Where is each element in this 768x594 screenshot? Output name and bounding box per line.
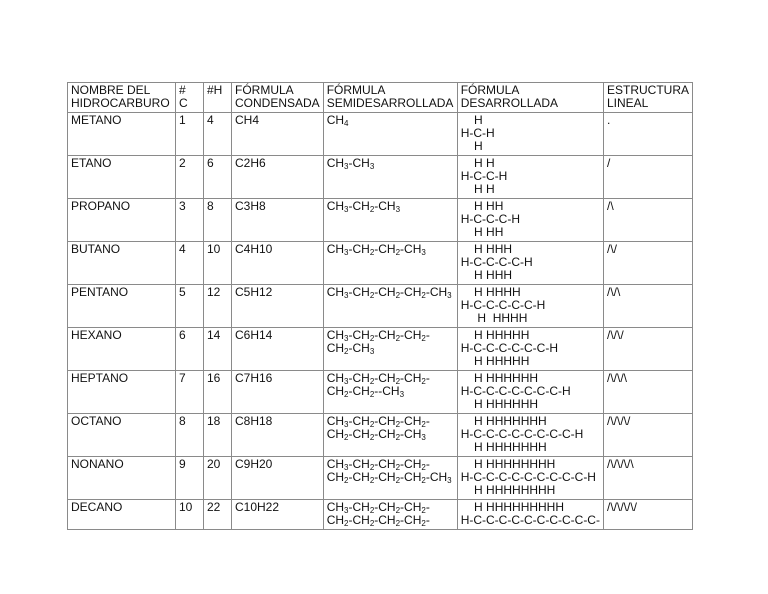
header-row [68,83,693,113]
cell-condensed: C3H8 [232,199,324,242]
header-linear: ESTRUCTURA LINEAL [603,83,692,113]
cell-hydrogens: 16 [204,371,232,414]
cell-name: METANO [68,113,176,156]
table-row [68,457,693,500]
header-name: NOMBRE DEL HIDROCARBURO [68,83,176,113]
cell-name: PENTANO [68,285,176,328]
cell-hydrogens: 18 [204,414,232,457]
cell-name: NONANO [68,457,176,500]
table-row [68,500,693,530]
header-hydrogens: #H [204,83,232,113]
cell-carbons: 5 [176,285,204,328]
cell-developed: H HHHHHH H-C-C-C-C-C-C-C-H H HHHHHH [457,371,603,414]
cell-linear: /\/\/\/\/ [603,500,692,530]
cell-condensed: C10H22 [232,500,324,530]
cell-name: HEPTANO [68,371,176,414]
cell-condensed: CH4 [232,113,324,156]
cell-carbons: 9 [176,457,204,500]
table-row [68,328,693,371]
header-carbons: # C [176,83,204,113]
cell-hydrogens: 20 [204,457,232,500]
cell-name: ETANO [68,156,176,199]
cell-carbons: 6 [176,328,204,371]
cell-carbons: 10 [176,500,204,530]
cell-name: DECANO [68,500,176,530]
cell-developed: H HHHH H-C-C-C-C-C-H H HHHH [457,285,603,328]
table-row [68,156,693,199]
cell-hydrogens: 22 [204,500,232,530]
cell-name: OCTANO [68,414,176,457]
header-developed: FÓRMULA DESARROLLADA [457,83,603,113]
cell-linear: /\/\/ [603,328,692,371]
cell-linear: /\/\ [603,285,692,328]
hydrocarbon-table [67,82,693,530]
cell-linear: . [603,113,692,156]
cell-developed: H HHHHHHH H-C-C-C-C-C-C-C-C-H H HHHHHHH [457,414,603,457]
cell-carbons: 7 [176,371,204,414]
cell-semi: $CH_3-CH_2-CH_2-CH_3$ [323,242,457,285]
cell-hydrogens: 14 [204,328,232,371]
cell-semi: $CH_4$ [323,113,457,156]
cell-carbons: 8 [176,414,204,457]
cell-hydrogens: 12 [204,285,232,328]
cell-semi: $CH_3-CH_2-CH_3$ [323,199,457,242]
cell-semi: $CH_3-CH_3$ [323,156,457,199]
cell-condensed: C9H20 [232,457,324,500]
table-row [68,371,693,414]
table-row [68,113,693,156]
table-row [68,414,693,457]
cell-developed: H HHH H-C-C-C-C-H H HHH [457,242,603,285]
cell-condensed: C5H12 [232,285,324,328]
cell-developed: H HH H-C-C-C-H H HH [457,199,603,242]
cell-condensed: C6H14 [232,328,324,371]
cell-developed: H HHHHHHHHH H-C-C-C-C-C-C-C-C-C-C- [457,500,603,530]
cell-semi: $CH_3-CH_2-CH_2-CH_2-$ $CH_2-CH_2-CH_2-CH_3$ [323,414,457,457]
cell-condensed: C8H18 [232,414,324,457]
cell-hydrogens: 8 [204,199,232,242]
cell-hydrogens: 4 [204,113,232,156]
header-semi: FÓRMULA SEMIDESARROLLADA [323,83,457,113]
cell-developed: H HHHHH H-C-C-C-C-C-C-H H HHHHH [457,328,603,371]
cell-semi: $CH_3-CH_2-CH_2-CH_2-$ $CH_2-CH_2--CH_3$ [323,371,457,414]
cell-carbons: 1 [176,113,204,156]
cell-semi: $CH_3-CH_2-CH_2-CH_2-$ $CH_2-CH_3$ [323,328,457,371]
cell-linear: /\/\/\/ [603,414,692,457]
cell-developed: H HHHHHHHH H-C-C-C-C-C-C-C-C-C-H H HHHHHHHH [457,457,603,500]
cell-condensed: C4H10 [232,242,324,285]
cell-name: BUTANO [68,242,176,285]
cell-name: HEXANO [68,328,176,371]
cell-name: PROPANO [68,199,176,242]
cell-semi: $CH_3-CH_2-CH_2-CH_2-$ $CH_2-CH_2-CH_2-CH_2-CH_3$ [323,457,457,500]
cell-carbons: 3 [176,199,204,242]
table-row [68,199,693,242]
cell-condensed: C2H6 [232,156,324,199]
cell-developed: H H H-C-C-H H H [457,156,603,199]
cell-carbons: 4 [176,242,204,285]
cell-condensed: C7H16 [232,371,324,414]
header-condensed: FÓRMULA CONDENSADA [232,83,324,113]
table-row [68,242,693,285]
cell-linear: / [603,156,692,199]
table-row [68,285,693,328]
cell-linear: /\/\/\/\ [603,457,692,500]
cell-hydrogens: 6 [204,156,232,199]
cell-linear: /\ [603,199,692,242]
cell-semi: $CH_3-CH_2-CH_2-CH_2-CH_3$ [323,285,457,328]
cell-linear: /\/ [603,242,692,285]
cell-carbons: 2 [176,156,204,199]
table-body [68,83,693,530]
cell-developed: H H-C-H H [457,113,603,156]
cell-hydrogens: 10 [204,242,232,285]
cell-semi: $CH_3-CH_2-CH_2-CH_2-$ $CH_2-CH_2-CH_2-CH_2-$ [323,500,457,530]
cell-linear: /\/\/\ [603,371,692,414]
